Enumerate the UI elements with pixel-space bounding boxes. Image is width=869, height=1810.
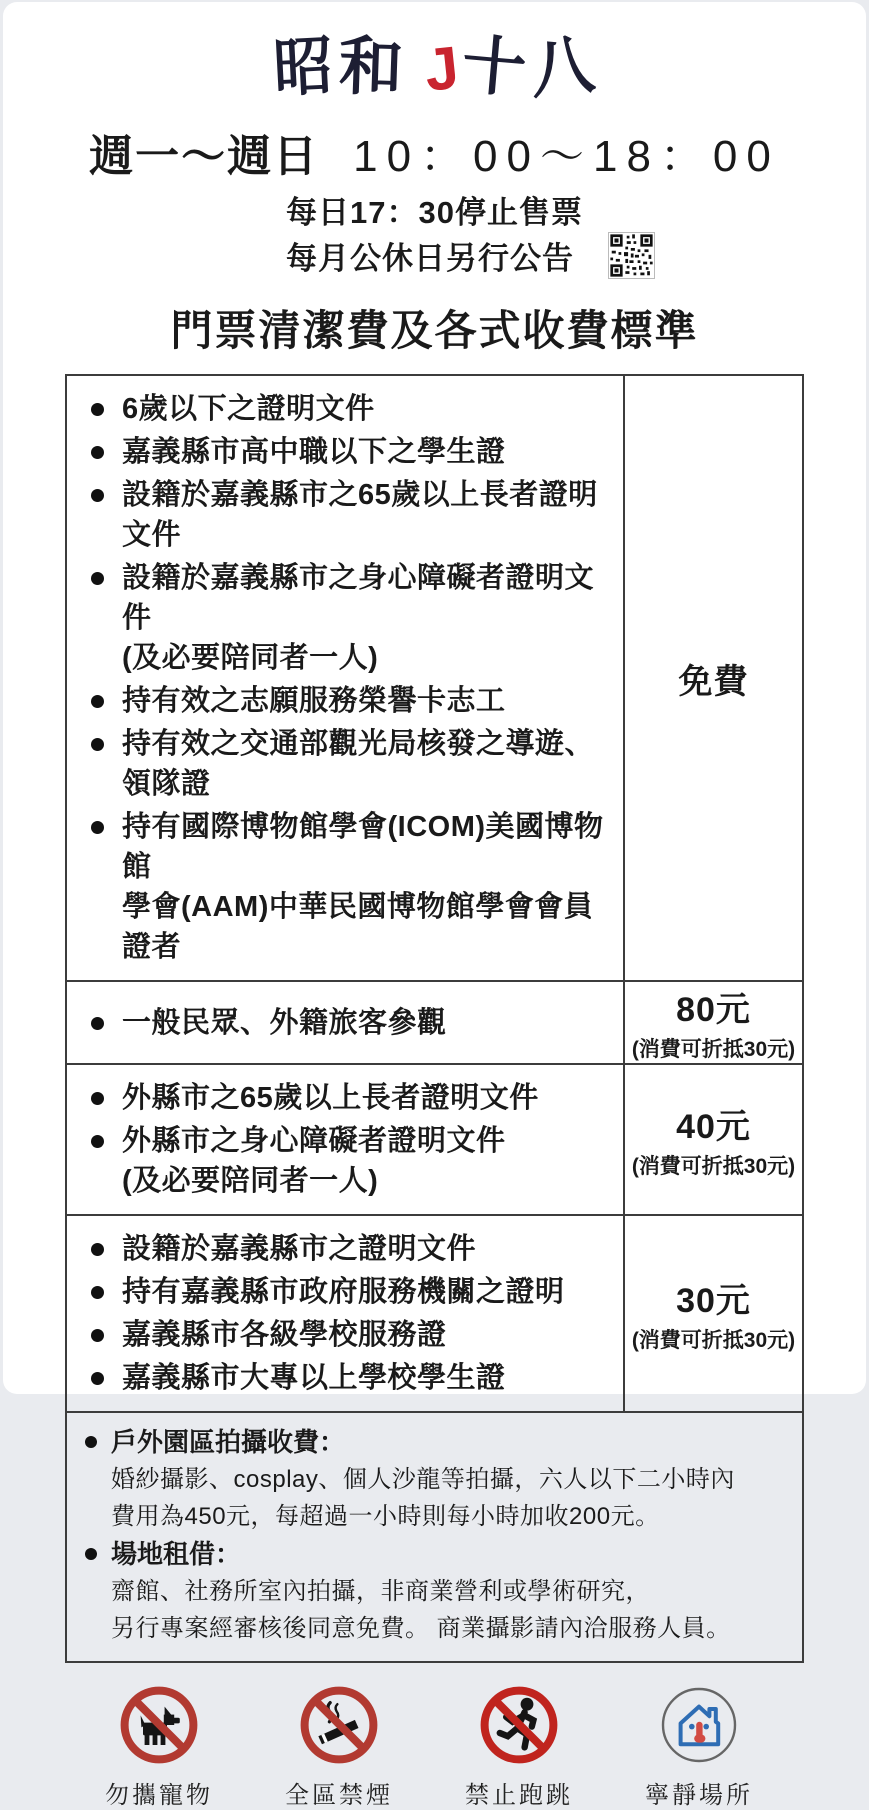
list-item: 外縣市之65歲以上長者證明文件 (89, 1078, 615, 1118)
rule-quiet-place (629, 1685, 769, 1810)
logo-char: 十 (459, 28, 534, 106)
no-pets-icon (119, 1685, 199, 1765)
list-item: 持有效之志願服務榮譽卡志工 (89, 681, 615, 721)
rule-label: 禁止跑跳 (465, 1783, 573, 1809)
note-title: 戶外園區拍攝收費： (85, 1423, 786, 1461)
rule-label: 全區禁煙 (285, 1783, 393, 1809)
row-free-price (623, 376, 802, 980)
logo-char-accent: J (421, 33, 466, 104)
list-item: 持有嘉義縣市政府服務機關之證明 (89, 1272, 615, 1312)
row-other-county-items (67, 1065, 623, 1214)
note-line: 齋館、社務所室內拍攝，非商業營利或學術研究， (111, 1578, 650, 1605)
rule-label: 寧靜場所 (645, 1783, 753, 1809)
poster-card (3, 2, 866, 1809)
rule-no-running (449, 1685, 589, 1810)
table-row-local (67, 1216, 802, 1413)
ticket-notice (286, 190, 583, 282)
rule-no-pets (89, 1685, 229, 1810)
row-general-items (67, 982, 623, 1063)
no-smoking-icon (299, 1685, 379, 1765)
rules-icon-row (89, 1685, 769, 1810)
price-value: 40元 (676, 1108, 751, 1146)
price-value: 免費 (678, 662, 749, 701)
opening-time: 10：00～18：00 (353, 132, 780, 181)
list-item: 持有效之交通部觀光局核發之導遊、領隊證 (89, 724, 615, 804)
opening-hours (3, 120, 866, 184)
list-item: 6歲以下之證明文件 (89, 389, 615, 429)
last-ticket-notice: 每日17：30停止售票 (286, 195, 583, 230)
table-row-general (67, 982, 802, 1065)
logo-char: 昭 (271, 29, 338, 105)
row-other-county-price (623, 1065, 802, 1214)
list-item: 設籍於嘉義縣市之身心障礙者證明文件 (及必要陪同者一人) (89, 558, 615, 678)
table-row-free (67, 376, 802, 982)
note-line: 費用為450元，每超過一小時則每小時加收200元。 (111, 1503, 660, 1530)
price-note: (消費可折抵30元) (631, 1038, 796, 1061)
qr-code (608, 232, 655, 279)
price-value: 80元 (676, 991, 751, 1029)
list-item: 嘉義縣市大專以上學校學生證 (89, 1358, 615, 1398)
price-note: (消費可折抵30元) (631, 1155, 796, 1178)
table-row-other-county (67, 1065, 802, 1216)
opening-days: 週一～週日 (89, 132, 320, 181)
list-item: 設籍於嘉義縣市之證明文件 (89, 1229, 615, 1269)
no-running-icon (479, 1685, 559, 1765)
list-item: 嘉義縣市各級學校服務證 (89, 1315, 615, 1355)
row-free-items (67, 376, 623, 980)
brand-logo (3, 24, 866, 110)
closed-days-notice: 每月公休日另行公告 (286, 241, 575, 276)
notes-section (67, 1413, 802, 1661)
note-line: 另行專案經審核後同意免費。 商業攝影請內洽服務人員。 (111, 1615, 731, 1642)
pricing-table (65, 374, 804, 1663)
list-item: 嘉義縣市高中職以下之學生證 (89, 432, 615, 472)
row-local-items (67, 1216, 623, 1411)
quiet-place-icon (659, 1685, 739, 1765)
price-note: (消費可折抵30元) (631, 1329, 796, 1352)
list-item: 設籍於嘉義縣市之65歲以上長者證明文件 (89, 475, 615, 555)
row-general-price (623, 982, 802, 1063)
table-row-notes (67, 1413, 802, 1661)
price-value: 30元 (676, 1282, 751, 1320)
list-item: 一般民眾、外籍旅客參觀 (89, 1003, 615, 1043)
logo-char: 八 (526, 27, 602, 107)
logo-char: 和 (337, 29, 409, 105)
rule-no-smoking (269, 1685, 409, 1810)
page-title: 門票清潔費及各式收費標準 (170, 307, 699, 354)
rule-label: 勿攜寵物 (105, 1783, 213, 1809)
note-line: 婚紗攝影、cosplay、個人沙龍等拍攝，六人以下二小時內 (111, 1466, 735, 1493)
list-item: 外縣市之身心障礙者證明文件 (及必要陪同者一人) (89, 1121, 615, 1201)
list-item: 持有國際博物館學會(ICOM)美國博物館 學會(AAM)中華民國博物館學會會員證者 (89, 807, 615, 967)
row-local-price (623, 1216, 802, 1411)
note-title: 場地租借： (85, 1535, 786, 1573)
